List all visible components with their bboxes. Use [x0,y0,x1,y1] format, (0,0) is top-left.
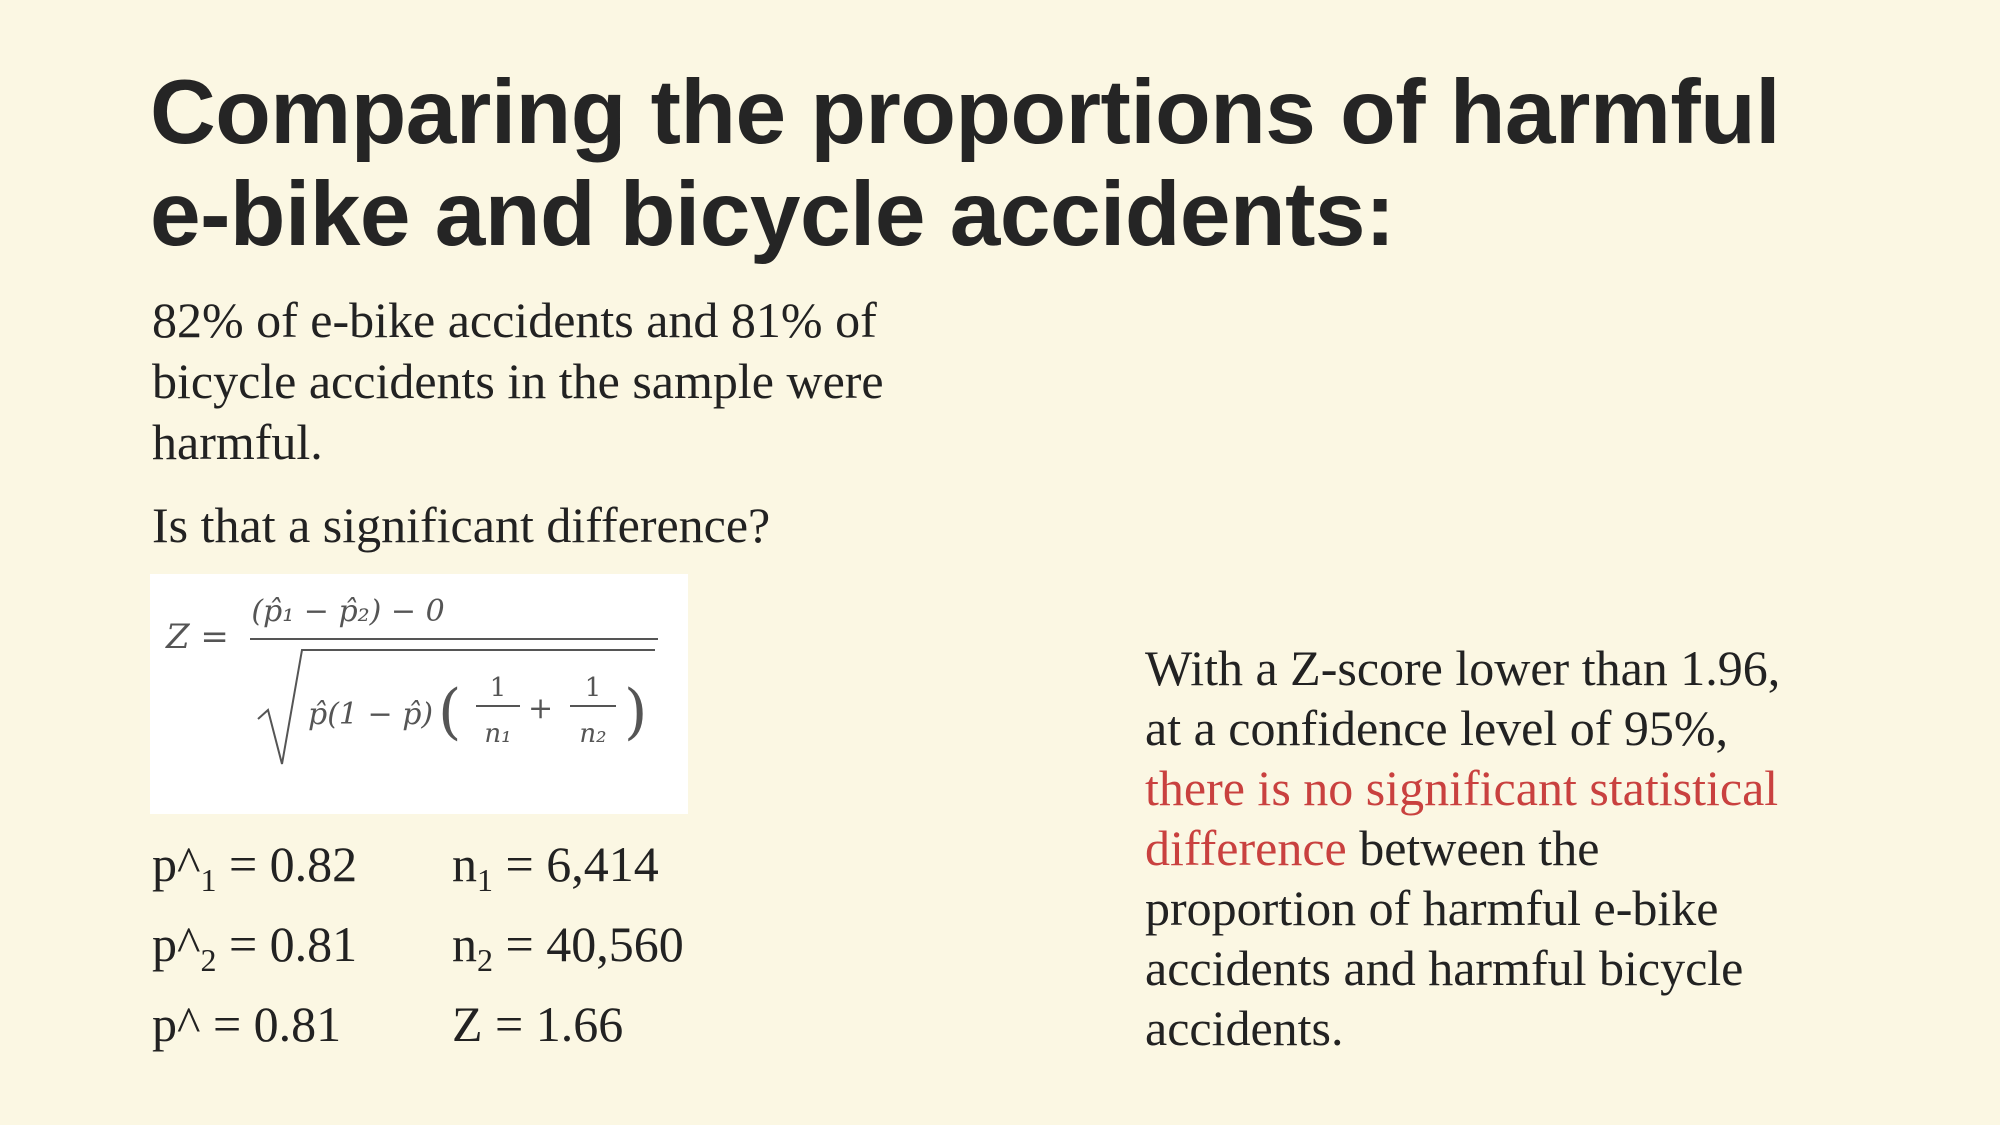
z-formula-image [150,574,688,814]
plus-sign: + [528,691,554,726]
n2-value: $n_2 = 40,560$ [452,916,684,978]
conclusion-highlight-2: difference [1145,820,1347,876]
z-value: Z = 1.66 [452,996,624,1052]
intro-line-1: 82% of e-bike accidents and 81% of [152,292,877,348]
conclusion-line-6: accidents and harmful bicycle [1145,940,1744,996]
conclusion-highlight-1: there is no significant statistical [1145,760,1779,816]
conclusion-line-2: at a confidence level of 95%, [1145,700,1729,756]
slide-title [150,62,1900,266]
formula-numerator: (p̂₁ − p̂₂) − 0 [251,594,445,629]
right-paren: ) [624,677,648,747]
formula-radicand: p̂(1 − p̂) [308,697,434,732]
title-line-1: Comparing the proportions of harmful [150,62,1781,163]
question-text: Is that a significant difference? [152,497,771,553]
fraction1-numerator: 1 [489,673,507,703]
fraction1-denominator: n₁ [484,719,512,749]
fraction2-numerator: 1 [584,673,602,703]
intro-line-2: bicycle accidents in the sample were [152,353,884,409]
pooled-p-value: p^ = 0.81 [152,996,342,1052]
title-line-2: e-bike and bicycle accidents: [150,164,1395,265]
conclusion-line-1: With a Z-score lower than 1.96, [1145,640,1781,696]
conclusion-paragraph [1145,638,1945,1058]
fraction2-denominator: n₂ [579,719,607,749]
conclusion-line-4: difference between the [1145,820,1600,876]
n1-value: $n_1 = 6,414$ [452,836,659,898]
left-paren: ( [438,677,462,747]
p1-value: $p\^{}_1 = 0.82$ [152,836,358,898]
conclusion-line-7: accidents. [1145,1000,1344,1056]
formula-lhs: Z = [166,617,229,657]
conclusion-line-5: proportion of harmful e-bike [1145,880,1719,936]
p2-value: $p\^{}_2 = 0.81$ [152,916,358,978]
intro-paragraph [152,290,982,473]
intro-line-3: harmful. [152,414,323,470]
